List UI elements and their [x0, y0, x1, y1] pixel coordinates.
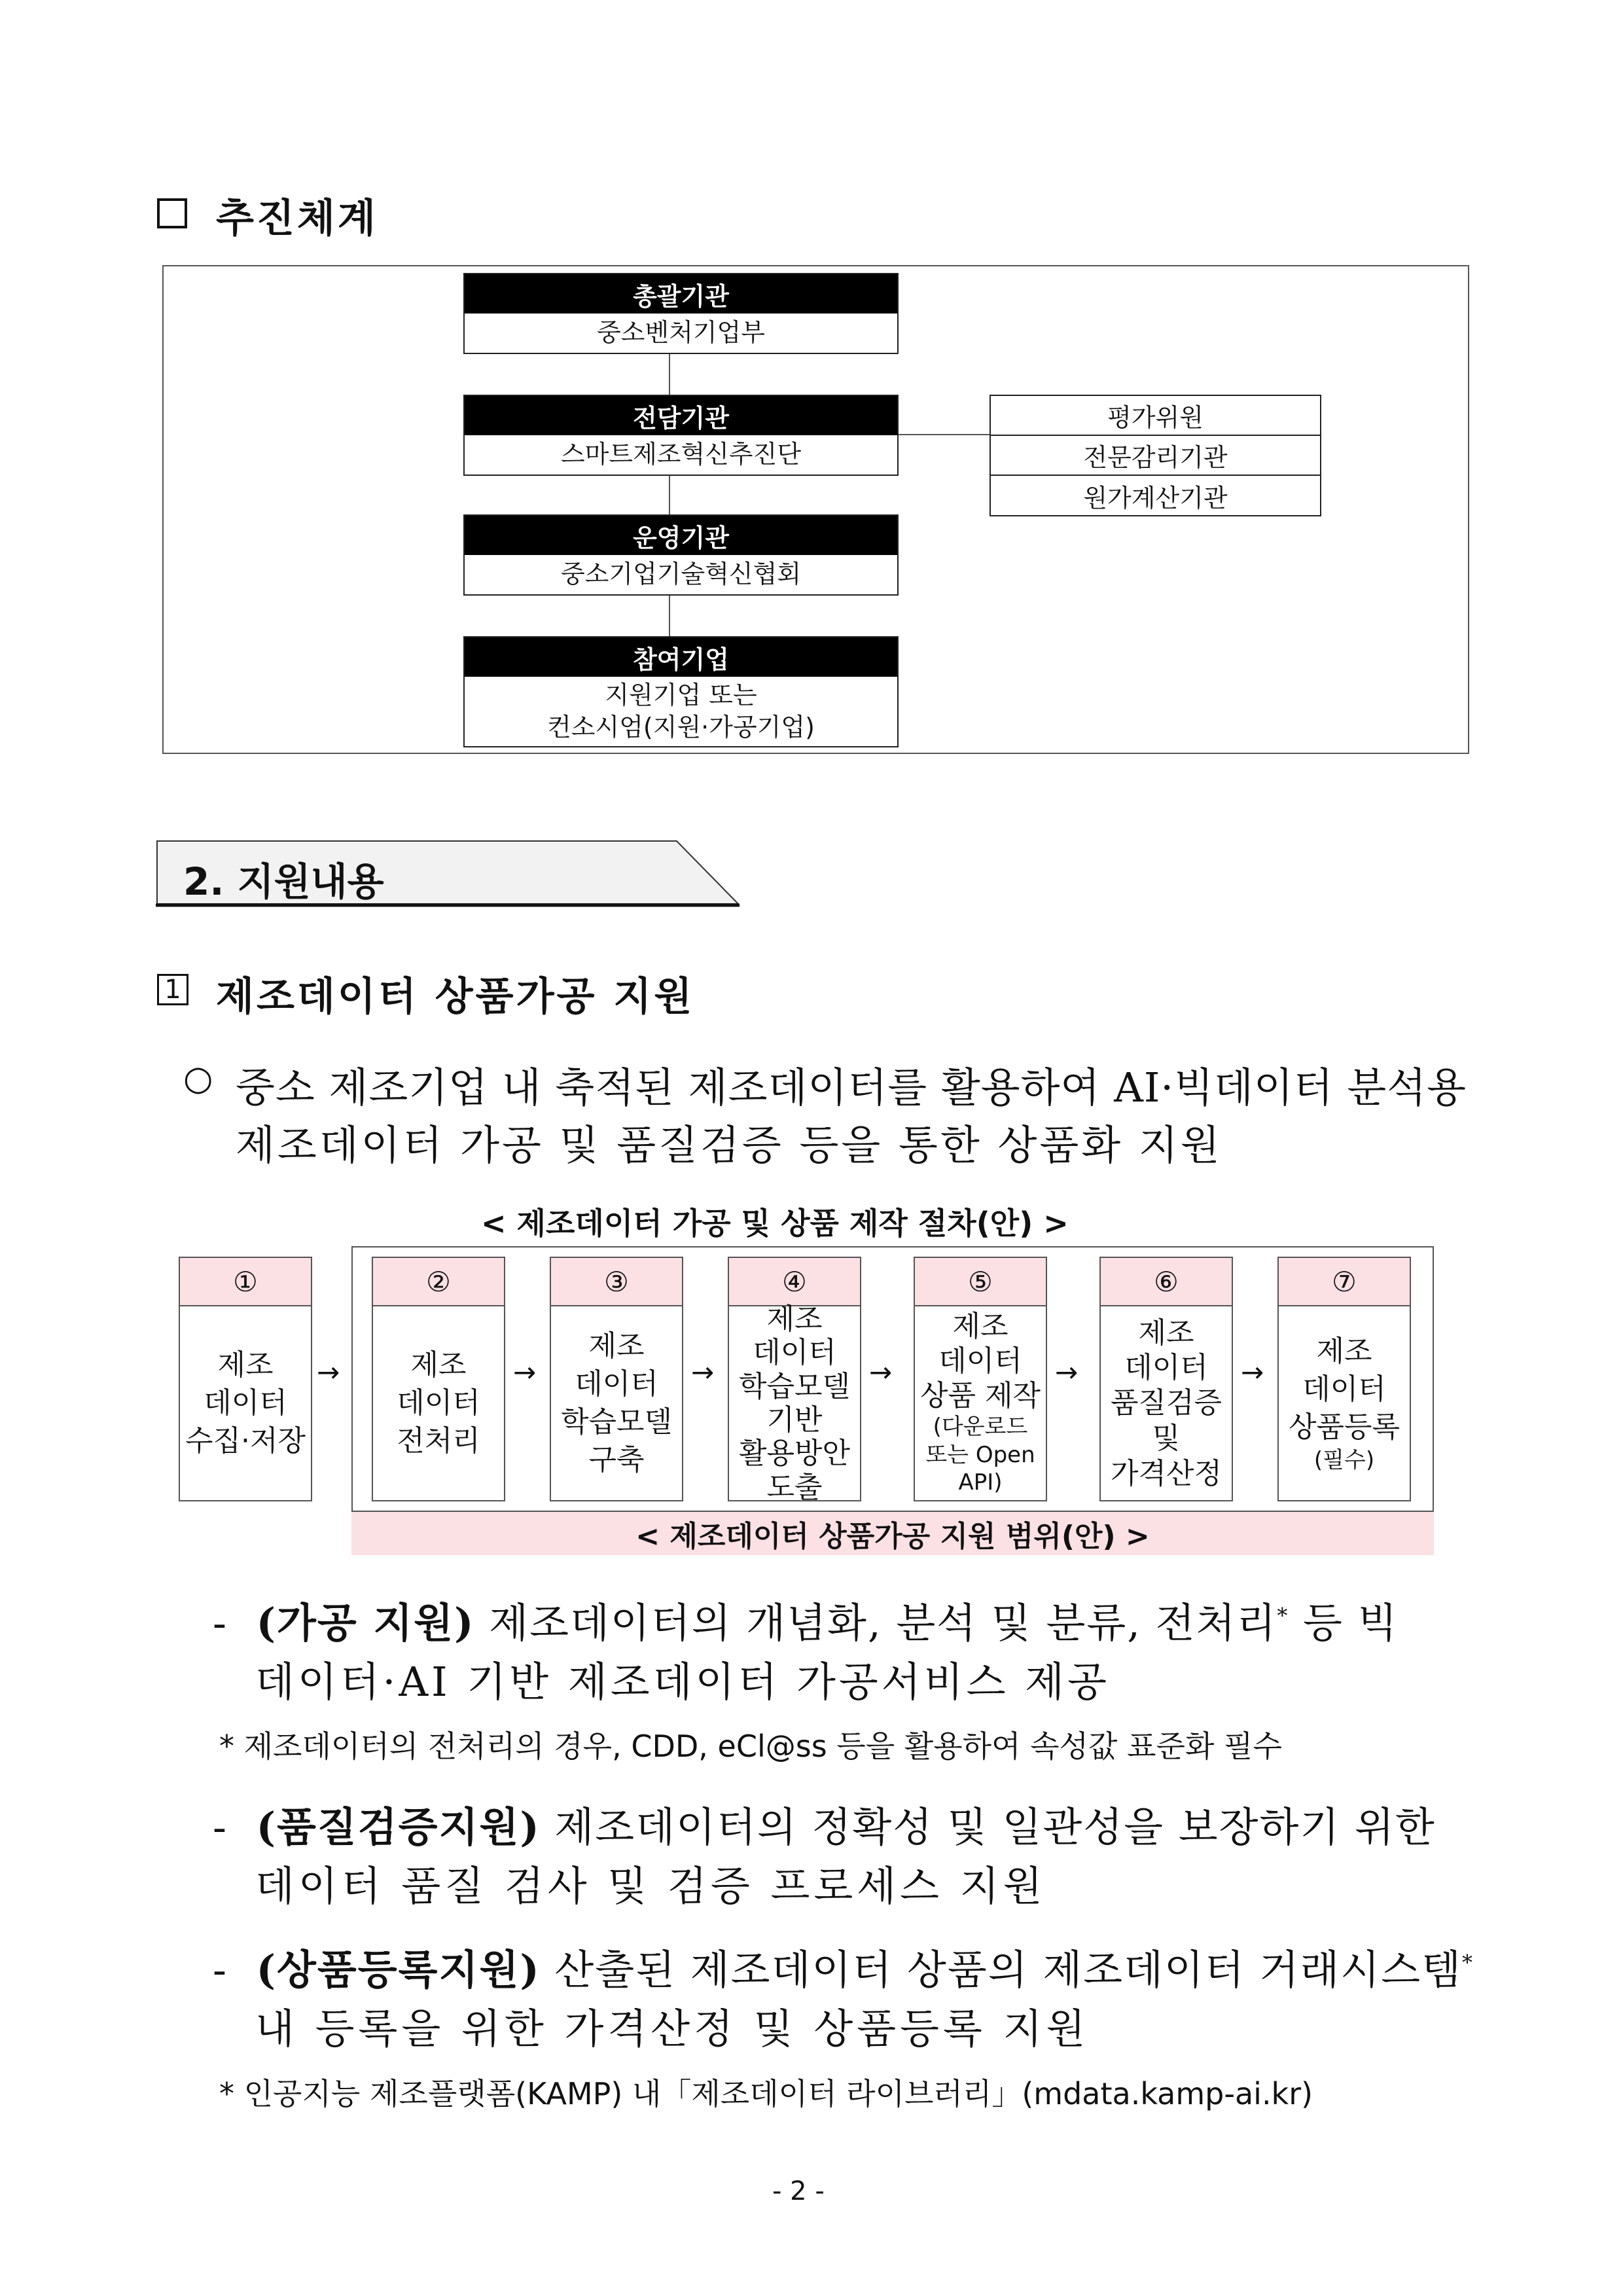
detail-footnote-mark: *	[1277, 1603, 1289, 1628]
step-line: 제조	[588, 1329, 645, 1363]
detail-text: 제조데이터의 개념화, 분석 및 분류, 전처리	[474, 1599, 1277, 1647]
org-node-head: 총괄기관	[465, 274, 897, 314]
step-line: 및	[1152, 1421, 1181, 1455]
org-node-dedicated	[463, 395, 899, 476]
detail-label: (품질검증지원)	[256, 1803, 541, 1851]
detail-dash: -	[213, 1946, 228, 1994]
bullet-icon: ○	[183, 1059, 215, 1098]
step-line: 활용방안	[738, 1437, 850, 1471]
step-number: ①	[179, 1257, 312, 1306]
step-line: 상품등록	[1288, 1410, 1400, 1444]
step-number: ⑦	[1277, 1257, 1411, 1306]
detail-footnote-mark: *	[1461, 1950, 1474, 1975]
step-line: 수집·저장	[185, 1424, 306, 1458]
step-number: ③	[550, 1257, 683, 1306]
step-line: 학습모델	[560, 1405, 672, 1439]
step-box	[1277, 1305, 1411, 1501]
arrow-right-icon: →	[1055, 1356, 1079, 1388]
step-box	[728, 1302, 861, 1504]
step-line: 데이터	[938, 1344, 1022, 1378]
org-side-item: 평가위원	[991, 396, 1320, 436]
detail-dash: -	[213, 1599, 228, 1647]
org-side-evaluators	[990, 395, 1321, 516]
org-node-body	[465, 314, 897, 353]
step-line: 데이터	[1124, 1351, 1208, 1385]
org-connector	[669, 353, 670, 395]
step-line: 전처리	[397, 1424, 480, 1458]
org-node-body	[465, 435, 897, 475]
item-number: 1	[164, 975, 181, 1005]
detail-text: 제조데이터의 정확성 및 일관성을 보장하기 위한	[540, 1803, 1436, 1851]
org-node-body	[465, 677, 897, 746]
arrow-right-icon: →	[869, 1356, 893, 1388]
detail-dash: -	[213, 1803, 228, 1851]
process-scope-bar: < 제조데이터 상품가공 지원 범위(안) >	[351, 1511, 1434, 1555]
org-side-item: 원가계산기관	[1083, 483, 1228, 512]
org-connector	[897, 434, 991, 435]
detail-text: 산출된 제조데이터 상품의 제조데이터 거래시스템	[540, 1946, 1462, 1994]
step-line: 제조	[410, 1348, 467, 1382]
step-note: API)	[958, 1469, 1003, 1496]
detail-label: (상품등록지원)	[256, 1946, 541, 1994]
step-note: (다운로드	[933, 1414, 1028, 1441]
step-line: 제조	[1138, 1316, 1194, 1350]
step-box	[179, 1305, 312, 1501]
org-node-body-line: 컨소시엄(지원·가공기업)	[547, 713, 815, 742]
org-node-body-line: 중소벤처기업부	[597, 318, 765, 348]
page-number: - 2 -	[772, 2176, 825, 2206]
org-node-head: 운영기관	[465, 516, 897, 555]
step-number: ④	[728, 1257, 861, 1306]
detail-label: (가공 지원)	[256, 1599, 475, 1647]
org-node-head: 참여기업	[465, 637, 897, 677]
item-title: 제조데이터 상품가공 지원	[216, 974, 695, 1020]
step-note: (필수)	[1313, 1446, 1375, 1473]
process-scope-frame	[351, 1246, 1434, 1555]
step-number: ⑤	[914, 1257, 1047, 1306]
step-line: 데이터	[397, 1386, 480, 1420]
step-number: ⑥	[1099, 1257, 1233, 1306]
section-checkbox-icon	[157, 198, 187, 228]
step-line: 도출	[766, 1470, 823, 1504]
step-number: ②	[372, 1257, 505, 1306]
step-box	[1099, 1305, 1233, 1501]
step-line: 제조	[766, 1302, 823, 1336]
arrow-right-icon: →	[513, 1356, 537, 1388]
step-note: 또는 Open	[925, 1441, 1035, 1468]
step-line: 데이터	[753, 1336, 836, 1370]
section-banner-title: 2. 지원내용	[183, 859, 384, 904]
org-connector	[669, 596, 670, 637]
step-line: 기반	[766, 1403, 823, 1437]
detail-text-line: 데이터·AI 기반 제조데이터 가공서비스 제공	[255, 1658, 1110, 1706]
footnote: * 제조데이터의 전처리의 경우, CDD, eCl@ss 등을 활용하여 속성값 표준화 필수	[219, 1729, 1282, 1764]
org-node-body-line: 지원기업 또는	[605, 680, 757, 709]
org-connector	[669, 475, 670, 514]
detail-item	[213, 1795, 1436, 1853]
arrow-right-icon: →	[691, 1356, 715, 1388]
step-line: 품질검증	[1110, 1386, 1222, 1420]
step-line: 데이터	[204, 1386, 287, 1420]
detail-text-line: 데이터 품질 검사 및 검증 프로세스 지원	[255, 1862, 1046, 1910]
detail-item	[213, 1937, 1474, 1996]
org-node-body-line: 스마트제조혁신추진단	[560, 440, 802, 469]
detail-item	[213, 1590, 1399, 1649]
org-side-item: 전문감리기관	[991, 436, 1320, 476]
item-desc-line: 제조데이터 가공 및 품질검증 등을 통한 상품화 지원	[236, 1121, 1222, 1169]
detail-text: 등 빅	[1289, 1599, 1399, 1647]
step-line: 가격산정	[1110, 1456, 1222, 1490]
section-title: 추진체계	[216, 196, 378, 242]
step-box	[914, 1305, 1047, 1501]
step-line: 제조	[1316, 1334, 1372, 1368]
org-node-supervisor	[463, 273, 899, 354]
org-node-head: 전담기관	[465, 396, 897, 435]
step-line: 상품 제작	[919, 1378, 1041, 1412]
footnote: * 인공지능 제조플랫폼(KAMP) 내「제조데이터 라이브러리」(mdata.kamp-ai.kr)	[219, 2076, 1313, 2111]
arrow-right-icon: →	[1241, 1356, 1264, 1388]
step-line: 데이터	[1302, 1372, 1386, 1406]
step-line: 제조	[217, 1348, 274, 1382]
org-node-participant	[463, 636, 899, 747]
arrow-right-icon: →	[317, 1356, 340, 1388]
org-node-operator	[463, 514, 899, 596]
process-title: < 제조데이터 가공 및 상품 제작 절차(안) >	[481, 1206, 1069, 1241]
step-box	[372, 1305, 505, 1501]
item-number-box	[157, 974, 188, 1005]
step-line: 제조	[952, 1310, 1008, 1344]
org-node-body-line: 중소기업기술혁신협회	[560, 560, 802, 589]
org-node-body	[465, 555, 897, 594]
item-desc-line: 중소 제조기업 내 축적된 제조데이터를 활용하여 AI·빅데이터 분석용	[236, 1064, 1467, 1111]
step-box	[550, 1305, 683, 1501]
detail-text-line: 내 등록을 위한 가격산정 및 상품등록 지원	[255, 2005, 1090, 2053]
step-line: 데이터	[575, 1367, 658, 1401]
step-line: 학습모델	[738, 1369, 850, 1403]
step-line: 구축	[588, 1443, 645, 1477]
